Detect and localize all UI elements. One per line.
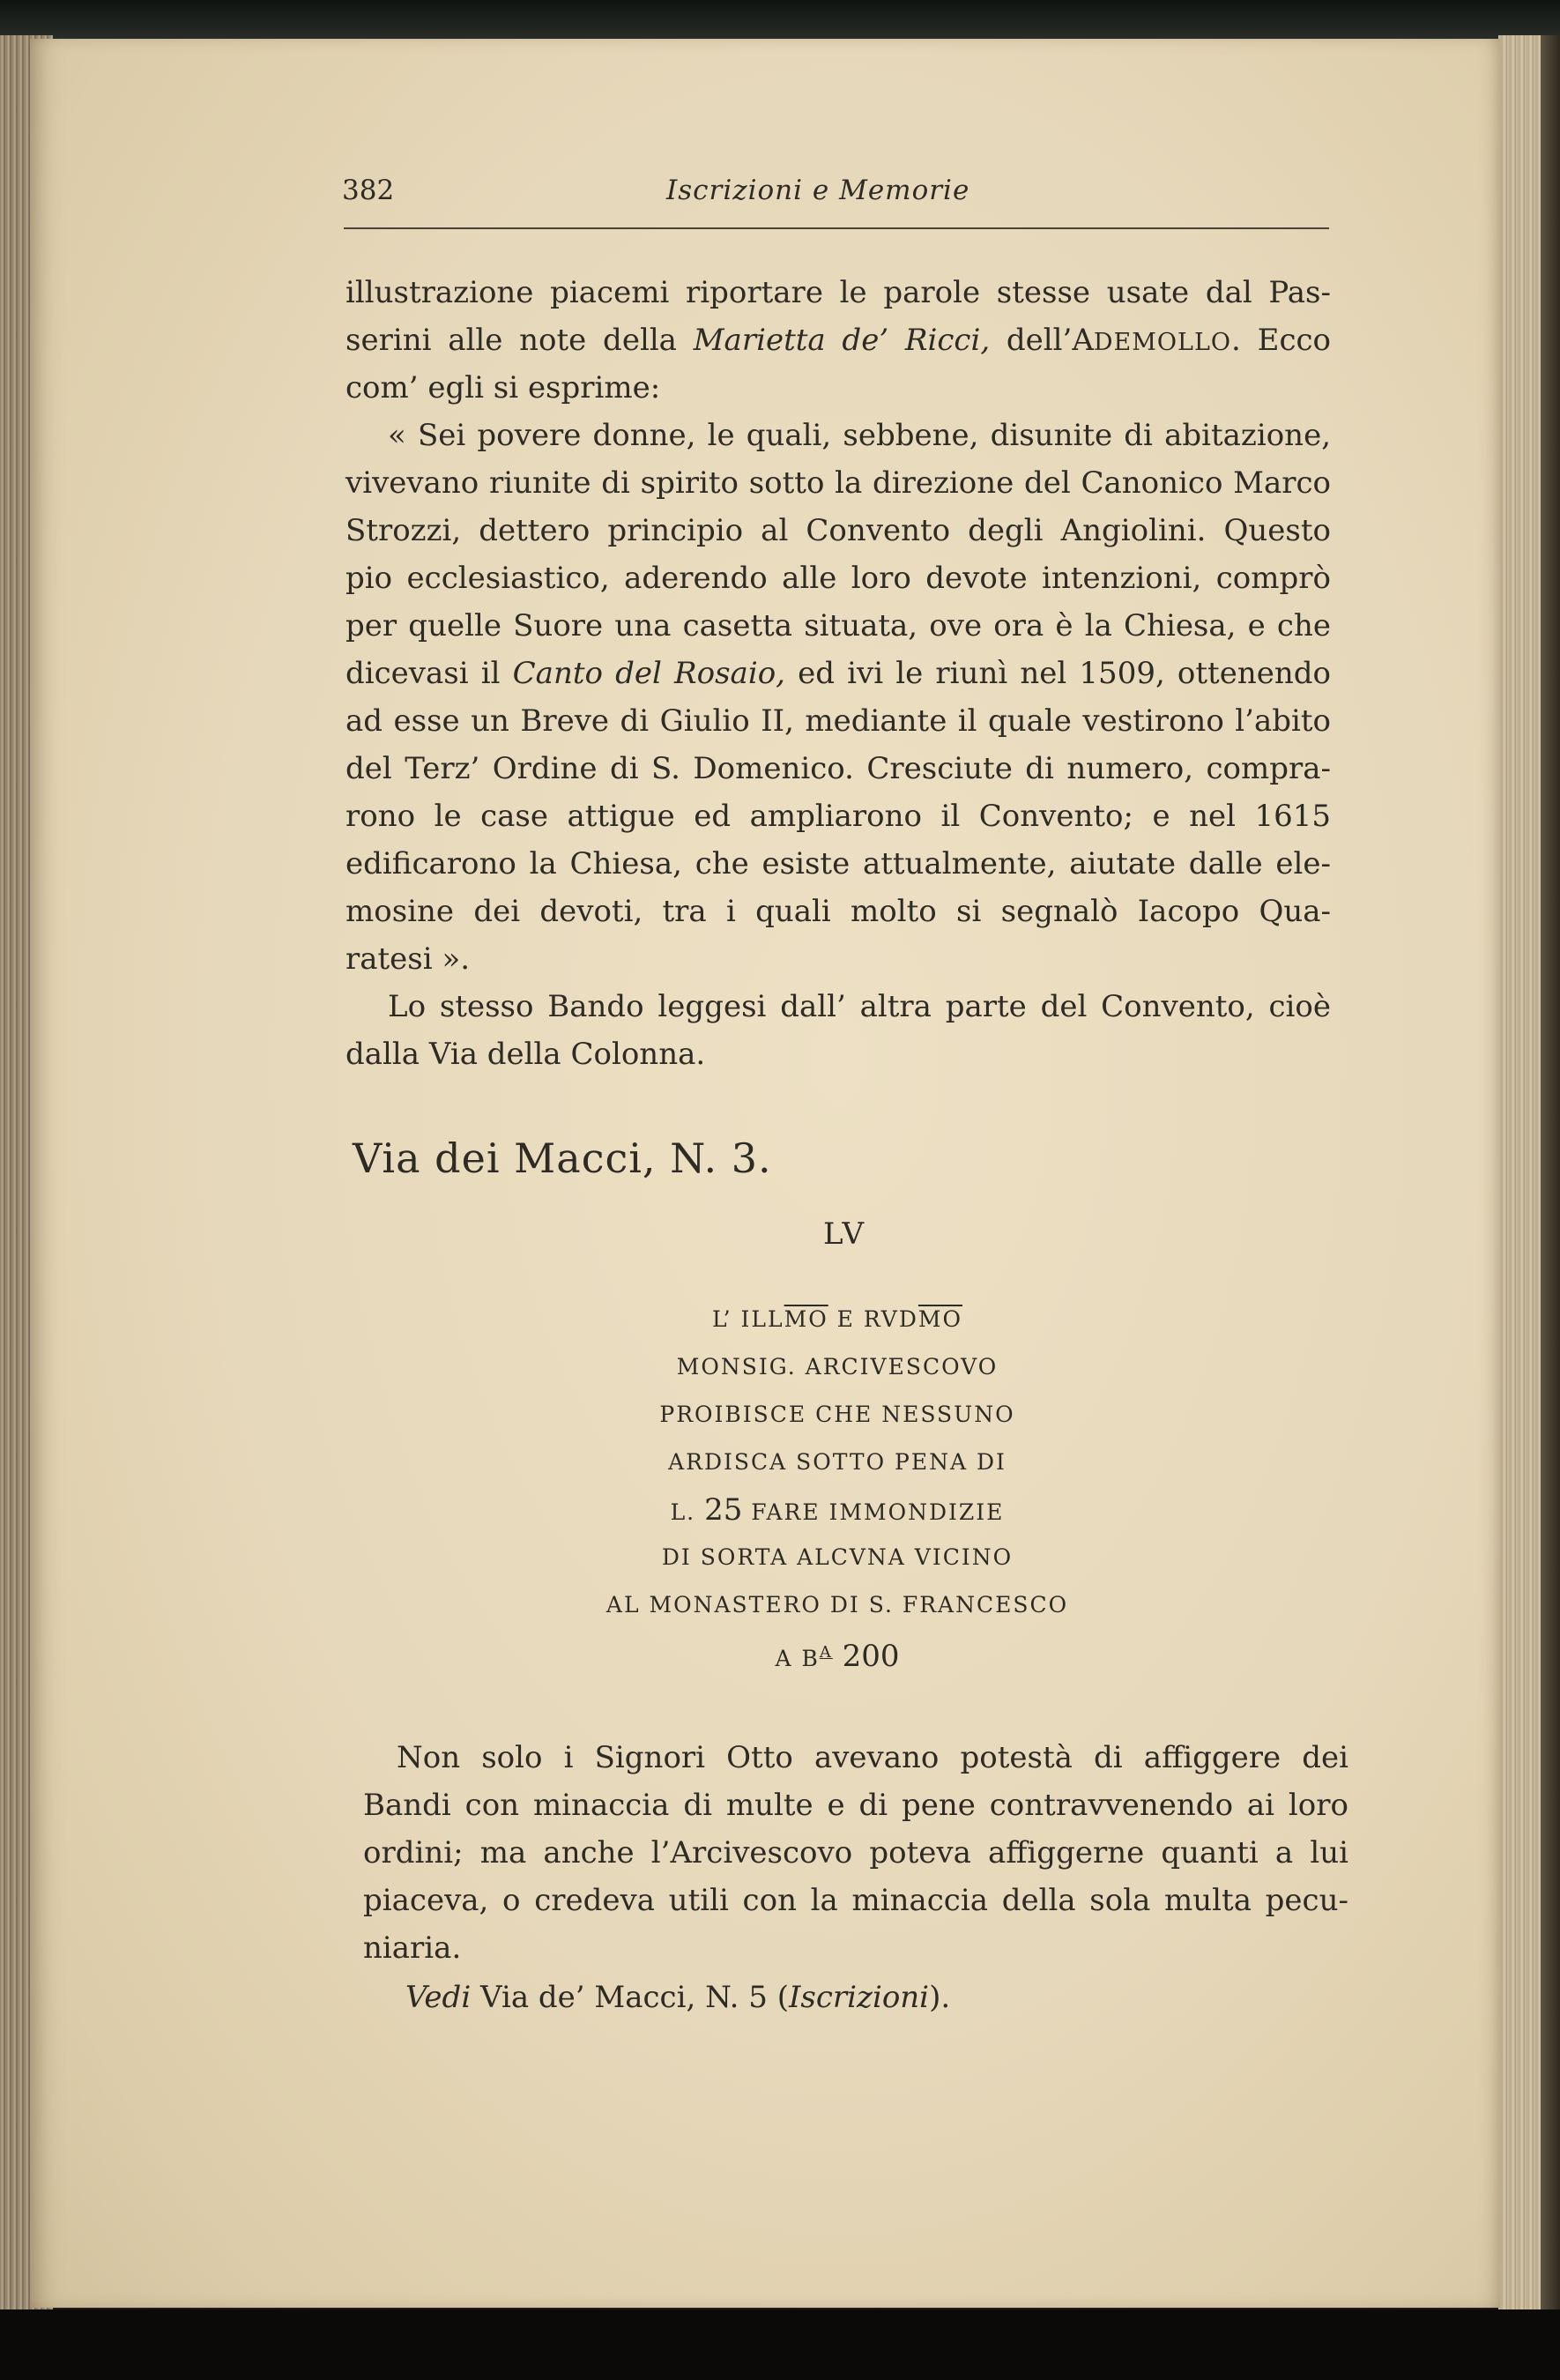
inscription-line8 [529,1629,1146,1677]
number: 200 [832,1639,900,1674]
work-title: Iscrizioni [788,1980,930,2015]
superscript: A [819,1643,833,1662]
inscription-line5 [529,1486,1146,1534]
quote-line6 [345,654,1331,693]
abbreviation: $\overline{MO}$ [917,1306,962,1332]
scan-top-edge [0,0,1560,42]
text: Via de’ Macci, N. 5 ( [471,1980,789,2015]
quote-line7: ad esse un Breve di Giulio II, mediante il quale vestirono l’abito [345,703,1331,739]
paragraph1-line2 [345,321,1331,362]
quote-line11: mosine dei devoti, tra i quali molto si segnalò Iacopo Qua- [345,894,1331,929]
text: dell’ [990,323,1073,358]
paragraph2-line2: dalla Via della Colonna. [345,1037,706,1072]
text: L’ ILL [712,1306,784,1332]
book-right-shadow [1541,35,1560,2309]
paragraph3-line5: niaria. [363,1930,462,1966]
running-title: Iscrizioni e Memorie [666,175,970,206]
inscription-line2: MONSIG. ARCIVESCOVO [676,1354,999,1380]
text: FARE IMMONDIZIE [742,1499,1005,1525]
paragraph3-line3: ordini; ma anche l’Arcivescovo poteva affiggerne quanti a lui [363,1835,1348,1871]
quote-line12: ratesi ». [345,941,471,977]
number: 25 [704,1492,743,1528]
reference-line [405,1978,950,2017]
inscription-number: LV [823,1216,867,1252]
book-title: Marietta de’ Ricci, [693,323,991,358]
page-number: 382 [342,175,395,206]
paragraph2-line1: Lo stesso Bando leggesi dall’ altra parte del Convento, cioè [388,989,1331,1024]
text: A B [775,1646,820,1671]
section-heading: Via dei Macci, N. 3. [353,1134,772,1182]
text: serini alle note della [345,323,694,358]
quote-line3: Strozzi, dettero principio al Convento degli Angiolini. Questo [345,513,1331,548]
text: E RVD [828,1306,918,1332]
paragraph3-line1: Non solo i Signori Otto avevano potestà di affiggere dei [397,1740,1348,1775]
inscription-block [529,1296,1146,1677]
quote-line9: rono le case attigue ed ampliarono il Convento; e nel 1615 [345,799,1331,834]
place-name: Canto del Rosaio, [512,656,785,691]
inscription-line7: AL MONASTERO DI S. FRANCESCO [605,1592,1069,1618]
header-rule [344,227,1329,229]
paragraph3-line4: piaceva, o credeva utili con la minaccia della sola multa pecu- [363,1883,1348,1918]
quote-line10: edificarono la Chiesa, che esiste attualmente, aiutate dalle ele- [345,846,1331,881]
inscription-line1 [529,1296,1146,1343]
quote-line8: del Terz’ Ordine di S. Domenico. Cresciute di numero, compra- [345,751,1331,786]
paragraph3-line2: Bandi con minaccia di multe e di pene contravvenendo ai loro [363,1788,1348,1823]
scan-bottom-edge [0,2309,1560,2380]
inscription-line6: DI SORTA ALCVNA VICINO [661,1544,1014,1570]
text: ed ivi le riunì nel 1509, ottenendo [784,656,1331,691]
text: ). [929,1980,951,2015]
inscription-line4: ARDISCA SOTTO PENA DI [668,1449,1007,1475]
author-initial: A [1072,323,1094,358]
author-smallcaps: DEMOLLO [1093,329,1232,356]
quote-line5: per quelle Suore una casetta situata, ove ora è la Chiesa, e che [345,608,1331,643]
paragraph1-line3: com’ egli si esprime: [345,370,661,405]
inscription-line3: PROIBISCE CHE NESSUNO [659,1402,1015,1427]
text: dicevasi il [345,656,513,691]
quote-line4: pio ecclesiastico, aderendo alle loro devote intenzioni, comprò [345,561,1331,596]
paragraph1-line1: illustrazione piacemi riportare le parole stesse usate dal Pas- [345,275,1331,310]
text: L. [670,1499,705,1525]
vedi: Vedi [405,1980,472,2015]
quote-line1: « Sei povere donne, le quali, sebbene, disunite di abitazione, [388,418,1331,453]
quote-line2: vivevano riunite di spirito sotto la direzione del Canonico Marco [345,465,1331,501]
abbreviation: $\overline{MO}$ [784,1306,828,1332]
text: . Ecco [1231,323,1331,358]
